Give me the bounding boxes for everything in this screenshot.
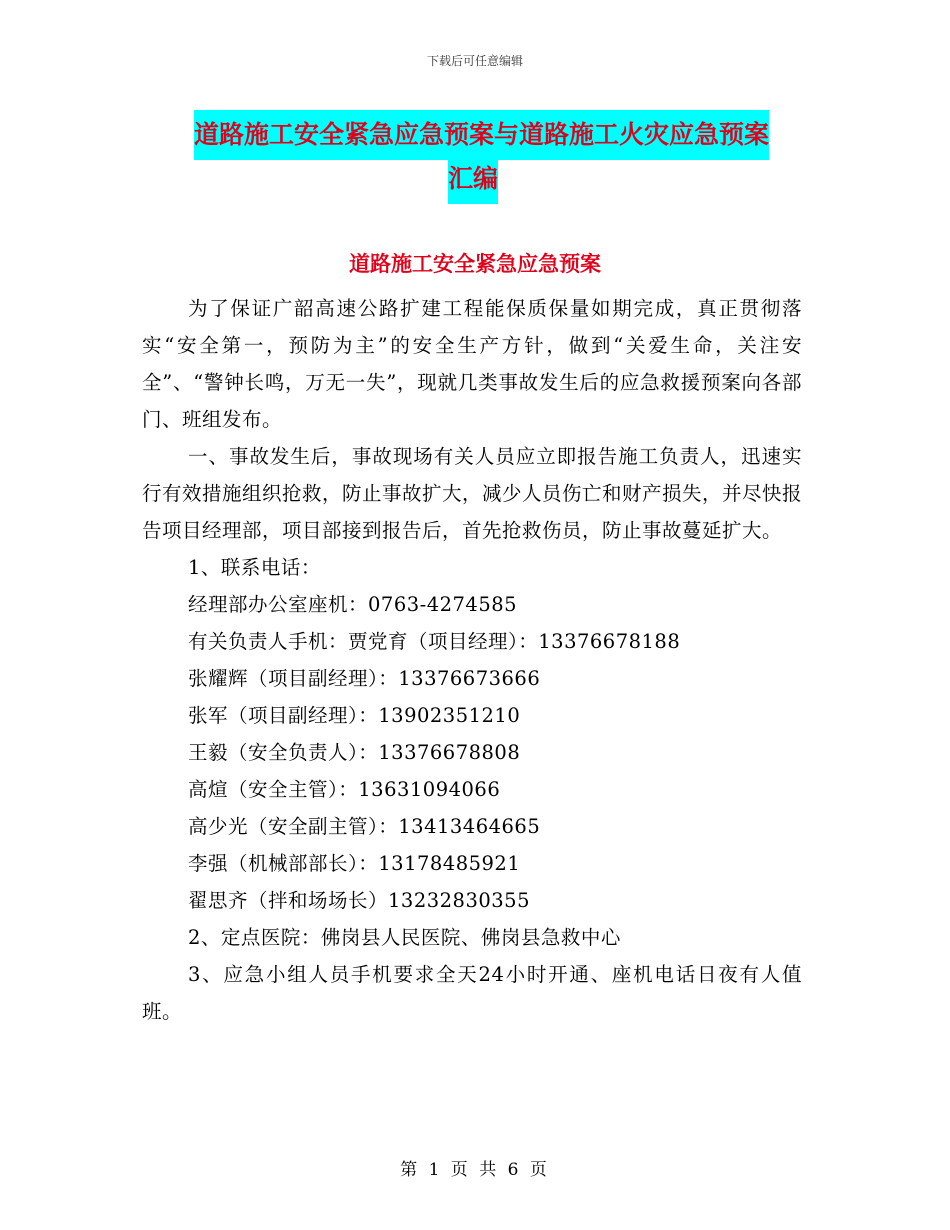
contact-heading: 1、联系电话： xyxy=(188,556,321,579)
contact-item: 王毅（安全负责人）：13376678808 xyxy=(188,741,521,764)
document-title-line1: 道路施工安全紧急应急预案与道路施工火灾应急预案 xyxy=(194,110,769,160)
paragraph-accident-procedure: 一、事故发生后，事故现场有关人员应立即报告施工负责人，迅速实行有效措施组织抢救，防止事故扩大，减少人员伤亡和财产损失，并尽快报告项目经理部，项目部接到报告后，首先抢救伤员，防止事故蔓延扩大。 xyxy=(142,445,803,542)
contact-item: 高煊（安全主管）：13631094066 xyxy=(188,778,501,801)
section-title: 道路施工安全紧急应急预案 xyxy=(349,252,601,276)
contact-item: 张军（项目副经理）：13902351210 xyxy=(188,704,521,727)
page-footer: 第 1 页 共 6 页 xyxy=(400,1160,550,1180)
hospital-info: 2、定点医院：佛岗县人民医院、佛岗县急救中心 xyxy=(188,926,621,949)
document-body xyxy=(142,290,802,1030)
document-title xyxy=(194,110,814,198)
contact-item: 经理部办公室座机：0763-4274585 xyxy=(188,593,518,616)
contact-item: 翟思齐（拌和场场长）13232830355 xyxy=(188,889,530,912)
contact-item: 李强（机械部部长）：13178485921 xyxy=(188,852,521,875)
contact-item: 有关负责人手机：贾党育（项目经理）：13376678188 xyxy=(188,630,681,653)
paragraph-intro: 为了保证广韶高速公路扩建工程能保质保量如期完成，真正贯彻落实“安全第一，预防为主”的安全生产方针，做到“关爱生命，关注安全”、“警钟长鸣，万无一失”，现就几类事故发生后的应急救援预案向各部门、班组发布。 xyxy=(142,297,802,431)
document-title-line2: 汇编 xyxy=(448,154,498,204)
header-note: 下载后可任意编辑 xyxy=(426,54,523,68)
contact-item: 高少光（安全副主管）：13413464665 xyxy=(188,815,541,838)
duty-note: 3、应急小组人员手机要求全天24小时开通、座机电话日夜有人值班。 xyxy=(142,963,802,1023)
contact-item: 张耀辉（项目副经理）：13376673666 xyxy=(188,667,541,690)
